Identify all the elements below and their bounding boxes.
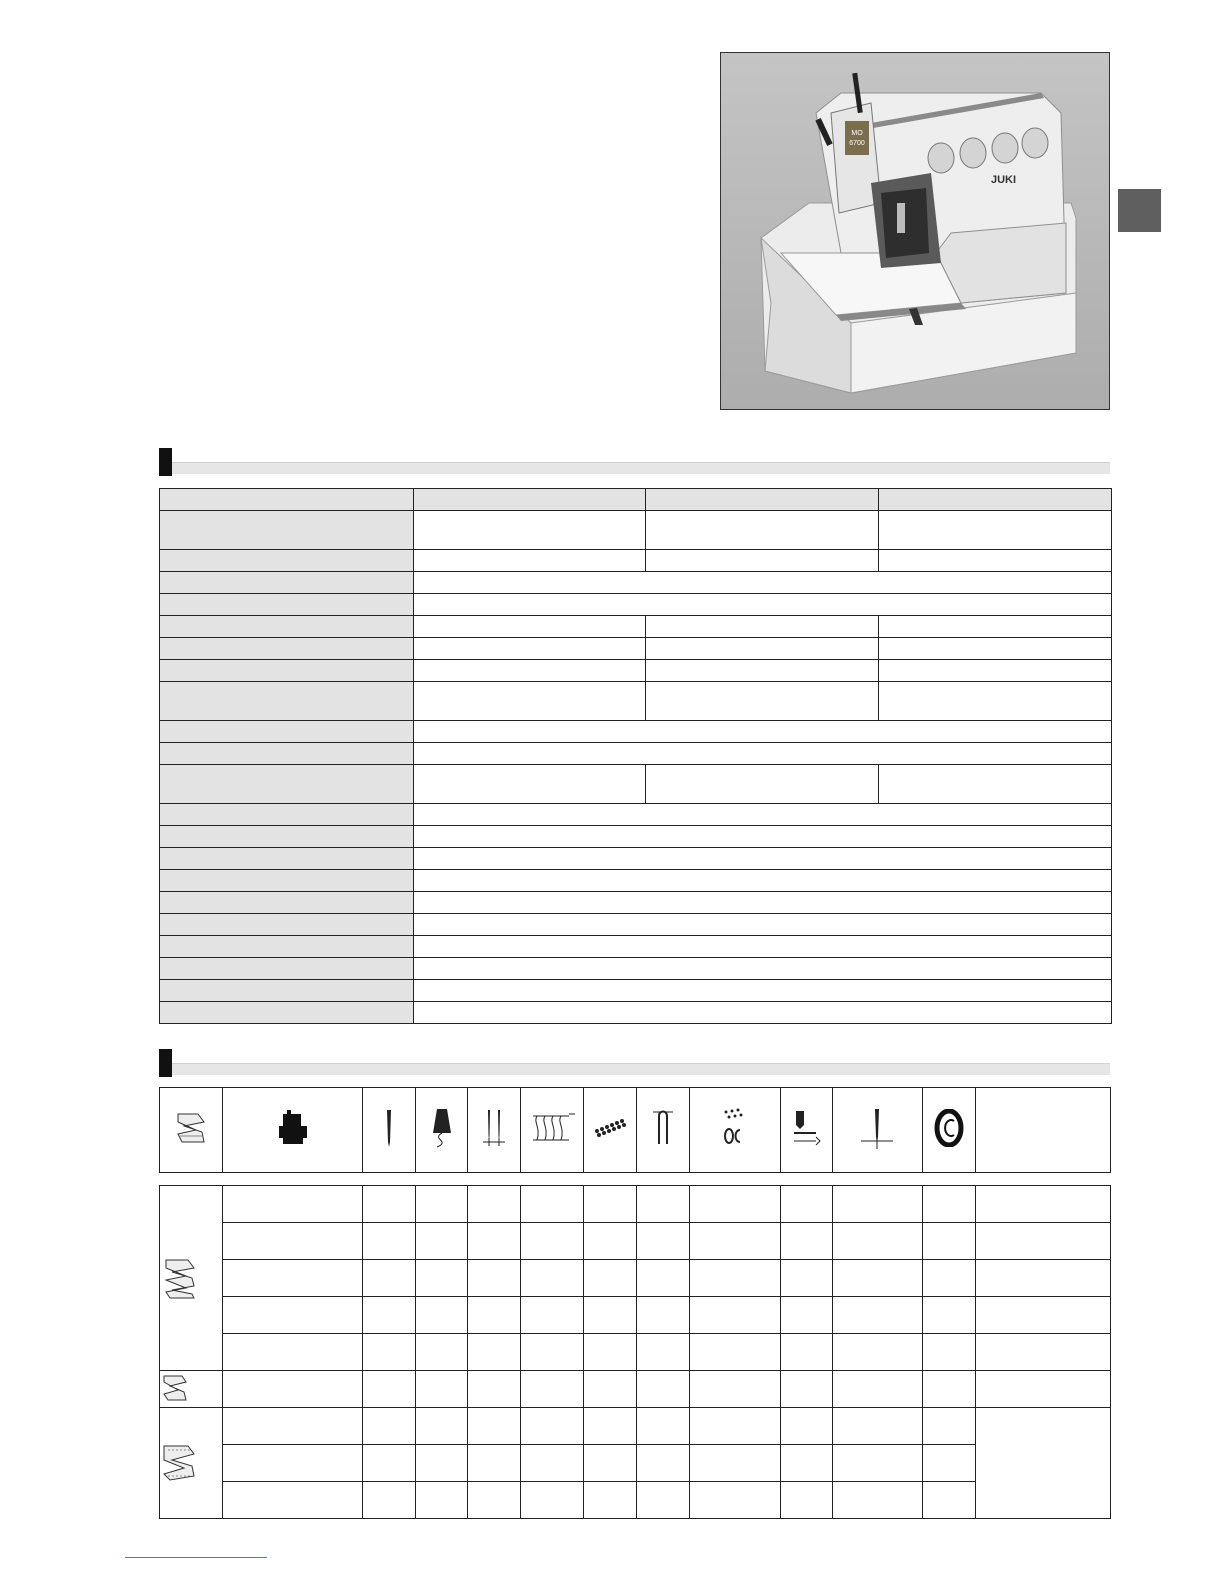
matrix-cell	[363, 1260, 416, 1297]
matrix-cell	[584, 1334, 637, 1371]
matrix-cell	[689, 1186, 780, 1223]
specifications-section-header	[159, 448, 1110, 476]
matrix-cell	[975, 1186, 1110, 1223]
thread-cone-icon	[416, 1088, 468, 1173]
matrix-cell	[468, 1260, 521, 1297]
matrix-cell	[584, 1445, 637, 1482]
specifications-table	[159, 488, 1112, 1024]
spec-value-cell	[414, 870, 1112, 892]
spec-label-cell	[160, 804, 414, 826]
spec-label-cell	[160, 638, 414, 660]
matrix-cell	[832, 1482, 922, 1519]
matrix-cell	[922, 1408, 975, 1445]
spec-label-cell	[160, 765, 414, 804]
spec-value-cell	[414, 914, 1112, 936]
matrix-cell	[689, 1297, 780, 1334]
matrix-cell	[363, 1297, 416, 1334]
matrix-cell	[689, 1334, 780, 1371]
spec-label-cell	[160, 914, 414, 936]
svg-text:MO: MO	[851, 130, 863, 137]
matrix-cell	[637, 1408, 689, 1445]
matrix-cell	[468, 1408, 521, 1445]
matrix-cell	[468, 1371, 521, 1408]
matrix-row	[160, 1334, 1111, 1371]
matrix-cell	[468, 1223, 521, 1260]
spec-row	[160, 892, 1112, 914]
matrix-cell	[975, 1334, 1110, 1371]
matrix-cell	[832, 1445, 922, 1482]
matrix-cell	[416, 1482, 468, 1519]
spec-value-cell	[879, 682, 1112, 721]
matrix-cell	[922, 1482, 975, 1519]
matrix-cell	[689, 1260, 780, 1297]
matrix-cell	[223, 1371, 363, 1408]
matrix-cell	[521, 1297, 584, 1334]
matrix-cell	[637, 1297, 689, 1334]
matrix-cell	[832, 1408, 922, 1445]
spec-label-cell	[160, 616, 414, 638]
matrix-remarks-cell	[975, 1408, 1110, 1519]
matrix-cell	[363, 1371, 416, 1408]
spec-row	[160, 743, 1112, 765]
spec-value-cell	[414, 550, 646, 572]
matrix-cell	[223, 1260, 363, 1297]
section-marker	[159, 1049, 172, 1077]
matrix-cell	[832, 1334, 922, 1371]
matrix-cell	[832, 1260, 922, 1297]
matrix-cell	[521, 1408, 584, 1445]
spec-label-cell	[160, 550, 414, 572]
matrix-cell	[584, 1408, 637, 1445]
matrix-cell	[223, 1334, 363, 1371]
matrix-cell	[416, 1371, 468, 1408]
remarks-header	[975, 1088, 1110, 1173]
matrix-cell	[521, 1186, 584, 1223]
matrix-cell	[521, 1334, 584, 1371]
matrix-cell	[780, 1334, 832, 1371]
matrix-cell	[363, 1334, 416, 1371]
spec-value-cell	[879, 511, 1112, 550]
matrix-cell	[223, 1482, 363, 1519]
matrix-row	[160, 1223, 1111, 1260]
spec-value-cell	[646, 616, 879, 638]
spec-row	[160, 936, 1112, 958]
spec-row	[160, 511, 1112, 550]
spec-row	[160, 826, 1112, 848]
spec-value-cell	[879, 550, 1112, 572]
matrix-cell	[922, 1297, 975, 1334]
spec-header-row	[160, 489, 1112, 511]
section-title-bar	[172, 462, 1110, 474]
overedge-width-icon	[521, 1088, 584, 1173]
spec-row	[160, 660, 1112, 682]
spec-row	[160, 804, 1112, 826]
matrix-cell	[363, 1223, 416, 1260]
product-photo	[720, 52, 1110, 410]
spec-row	[160, 594, 1112, 616]
spec-value-cell	[414, 594, 1112, 616]
matrix-cell	[689, 1482, 780, 1519]
matrix-row	[160, 1297, 1111, 1334]
spec-value-cell	[414, 936, 1112, 958]
section-marker	[159, 448, 172, 476]
matrix-row	[160, 1482, 1111, 1519]
matrix-cell	[584, 1297, 637, 1334]
matrix-cell	[416, 1445, 468, 1482]
spec-label-cell	[160, 826, 414, 848]
matrix-cell	[922, 1186, 975, 1223]
spec-label-cell	[160, 936, 414, 958]
spec-header-cell	[879, 489, 1112, 511]
matrix-cell	[223, 1223, 363, 1260]
matrix-cell	[584, 1482, 637, 1519]
spec-label-cell	[160, 594, 414, 616]
matrix-cell	[780, 1260, 832, 1297]
matrix-cell	[637, 1334, 689, 1371]
matrix-cell	[223, 1186, 363, 1223]
matrix-cell	[521, 1482, 584, 1519]
matrix-row	[160, 1260, 1111, 1297]
chapter-tab	[1118, 189, 1161, 232]
spec-value-cell	[414, 572, 1112, 594]
needle-icon	[363, 1088, 416, 1173]
matrix-row	[160, 1445, 1111, 1482]
matrix-cell	[416, 1186, 468, 1223]
matrix-cell	[416, 1408, 468, 1445]
sewing-speed-icon	[922, 1088, 975, 1173]
matrix-cell	[689, 1371, 780, 1408]
spec-value-cell	[414, 1002, 1112, 1024]
feature-icon-table	[159, 1087, 1111, 1173]
matrix-cell	[975, 1297, 1110, 1334]
matrix-cell	[416, 1334, 468, 1371]
spec-label-cell	[160, 660, 414, 682]
spec-label-cell	[160, 892, 414, 914]
matrix-cell	[975, 1223, 1110, 1260]
spec-value-cell	[646, 511, 879, 550]
matrix-cell	[416, 1260, 468, 1297]
spec-value-cell	[646, 638, 879, 660]
matrix-cell	[832, 1297, 922, 1334]
machine-head-icon	[223, 1088, 363, 1173]
spec-label-cell	[160, 721, 414, 743]
spec-row	[160, 870, 1112, 892]
spec-value-cell	[879, 616, 1112, 638]
matrix-cell	[832, 1371, 922, 1408]
matrix-cell	[780, 1223, 832, 1260]
spec-value-cell	[414, 826, 1112, 848]
svg-text:JUKI: JUKI	[991, 174, 1017, 186]
spec-value-cell	[414, 638, 646, 660]
section-title-bar	[172, 1063, 1110, 1075]
spec-value-cell	[414, 721, 1112, 743]
matrix-cell	[584, 1260, 637, 1297]
spec-value-cell	[414, 660, 646, 682]
matrix-cell	[363, 1445, 416, 1482]
matrix-cell	[223, 1297, 363, 1334]
spec-value-cell	[414, 765, 646, 804]
matrix-row	[160, 1186, 1111, 1223]
matrix-cell	[922, 1223, 975, 1260]
spec-value-cell	[414, 616, 646, 638]
footer-link-underline	[125, 1557, 267, 1558]
presser-foot-lift-icon	[780, 1088, 832, 1173]
matrix-cell	[637, 1223, 689, 1260]
spec-label-cell	[160, 870, 414, 892]
matrix-cell	[780, 1445, 832, 1482]
matrix-cell	[637, 1186, 689, 1223]
matrix-cell	[637, 1482, 689, 1519]
spec-label-cell	[160, 848, 414, 870]
spec-value-cell	[646, 765, 879, 804]
matrix-cell	[223, 1445, 363, 1482]
light-fabric-icon	[160, 1371, 223, 1408]
spec-row	[160, 682, 1112, 721]
matrix-cell	[637, 1260, 689, 1297]
spec-header-cell	[414, 489, 646, 511]
matrix-cell	[832, 1223, 922, 1260]
matrix-cell	[922, 1371, 975, 1408]
matrix-cell	[468, 1334, 521, 1371]
matrix-cell	[922, 1445, 975, 1482]
matrix-cell	[584, 1223, 637, 1260]
spec-value-cell	[414, 958, 1112, 980]
spec-row	[160, 616, 1112, 638]
fabric-weight-icon	[160, 1088, 223, 1173]
spec-label-cell	[160, 980, 414, 1002]
spec-row	[160, 848, 1112, 870]
spec-row	[160, 914, 1112, 936]
spec-row	[160, 765, 1112, 804]
spec-value-cell	[414, 892, 1112, 914]
spec-row	[160, 721, 1112, 743]
matrix-cell	[223, 1408, 363, 1445]
spec-row	[160, 572, 1112, 594]
applications-section-header	[159, 1049, 1110, 1077]
spec-value-cell	[646, 550, 879, 572]
spec-value-cell	[414, 682, 646, 721]
spec-value-cell	[879, 765, 1112, 804]
spec-label-cell	[160, 1002, 414, 1024]
matrix-cell	[584, 1186, 637, 1223]
spec-label-cell	[160, 572, 414, 594]
matrix-row	[160, 1371, 1111, 1408]
spec-header-cell	[646, 489, 879, 511]
spec-row	[160, 1002, 1112, 1024]
spec-row	[160, 638, 1112, 660]
matrix-cell	[468, 1297, 521, 1334]
matrix-cell	[363, 1408, 416, 1445]
matrix-cell	[521, 1223, 584, 1260]
spec-value-cell	[646, 682, 879, 721]
spec-label-cell	[160, 958, 414, 980]
matrix-cell	[975, 1260, 1110, 1297]
heavy-fabric-icon	[160, 1186, 223, 1371]
stitch-type-icon	[689, 1088, 780, 1173]
svg-text:6700: 6700	[849, 140, 865, 147]
needle-gauge-icon	[468, 1088, 521, 1173]
stitch-length-icon	[584, 1088, 637, 1173]
spec-value-cell	[879, 660, 1112, 682]
matrix-cell	[584, 1371, 637, 1408]
spec-value-cell	[414, 804, 1112, 826]
spec-label-cell	[160, 511, 414, 550]
matrix-cell	[832, 1186, 922, 1223]
matrix-cell	[975, 1371, 1110, 1408]
overlock-sewing-machine-image	[721, 53, 1109, 409]
matrix-cell	[689, 1408, 780, 1445]
matrix-cell	[468, 1445, 521, 1482]
matrix-cell	[468, 1186, 521, 1223]
matrix-cell	[416, 1297, 468, 1334]
matrix-cell	[637, 1371, 689, 1408]
matrix-cell	[780, 1297, 832, 1334]
matrix-cell	[363, 1482, 416, 1519]
spec-value-cell	[646, 660, 879, 682]
matrix-cell	[363, 1186, 416, 1223]
matrix-cell	[780, 1408, 832, 1445]
matrix-cell	[416, 1223, 468, 1260]
spec-row	[160, 980, 1112, 1002]
matrix-cell	[521, 1445, 584, 1482]
spec-label-cell	[160, 682, 414, 721]
spec-value-cell	[414, 848, 1112, 870]
spec-header-cell	[160, 489, 414, 511]
spec-row	[160, 550, 1112, 572]
matrix-cell	[922, 1334, 975, 1371]
medium-fabric-icon	[160, 1408, 223, 1519]
matrix-cell	[689, 1223, 780, 1260]
application-matrix-table	[159, 1185, 1111, 1519]
spec-value-cell	[879, 638, 1112, 660]
matrix-cell	[468, 1482, 521, 1519]
matrix-cell	[521, 1260, 584, 1297]
matrix-cell	[780, 1186, 832, 1223]
spec-value-cell	[414, 743, 1112, 765]
matrix-cell	[521, 1371, 584, 1408]
matrix-cell	[780, 1482, 832, 1519]
matrix-cell	[689, 1445, 780, 1482]
spec-value-cell	[414, 980, 1112, 1002]
spec-row	[160, 958, 1112, 980]
matrix-cell	[637, 1445, 689, 1482]
matrix-cell	[922, 1260, 975, 1297]
spec-label-cell	[160, 743, 414, 765]
needle-bar-stroke-icon	[832, 1088, 922, 1173]
matrix-row	[160, 1408, 1111, 1445]
differential-feed-icon	[637, 1088, 689, 1173]
spec-value-cell	[414, 511, 646, 550]
matrix-cell	[780, 1371, 832, 1408]
